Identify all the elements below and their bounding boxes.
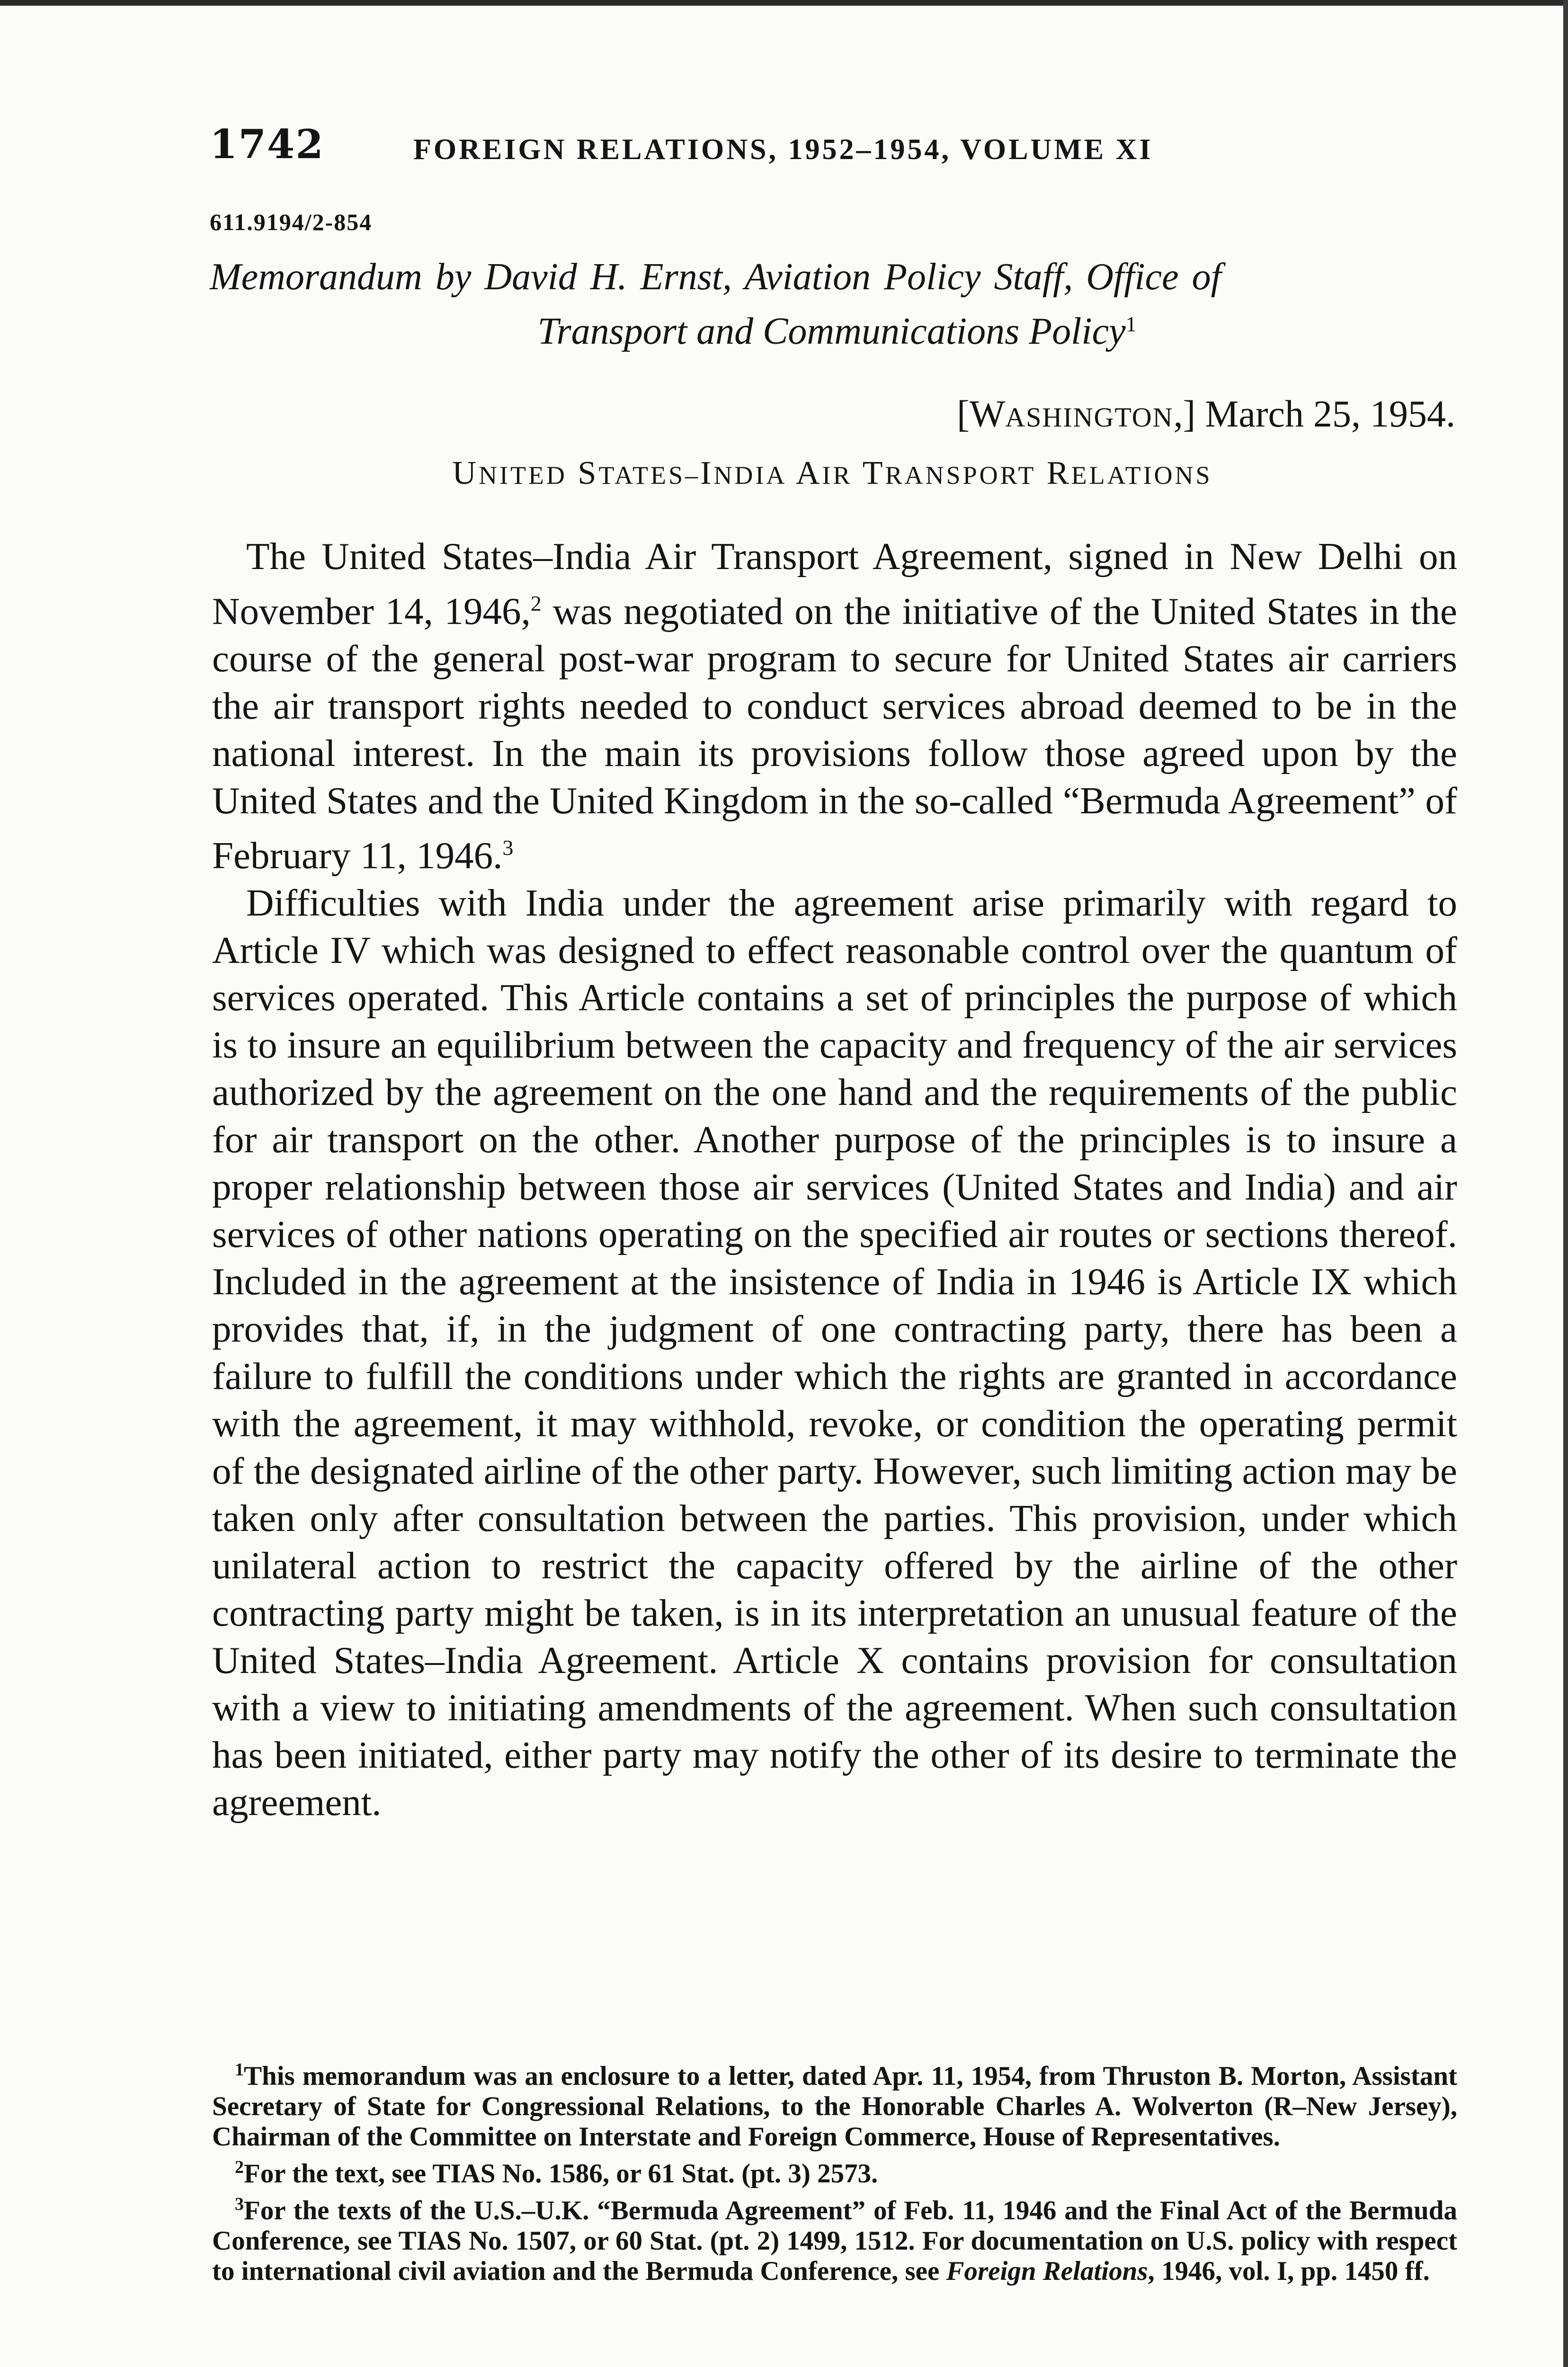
dateline xyxy=(957,393,1455,436)
document-file-number: 611.9194/2-854 xyxy=(210,209,373,235)
heading-word xyxy=(796,455,853,491)
footnotes xyxy=(212,2055,1457,2287)
footnote-text: This memorandum was an enclosure to a letter, dated Apr. 11, 1954, from Thruston B. Morton, Assistant Secretary of State for Congressional Relations, to the Honorable Charles A. Wolverton (R–New Jersey), Chairman of the Committee on Interstate and Foreign Commerce, House of Representatives. xyxy=(212,2061,1457,2152)
heading-cap: U xyxy=(452,455,479,491)
heading-cap: S xyxy=(578,455,599,491)
dateline-place-initial: W xyxy=(969,393,1006,435)
running-title: FOREIGN RELATIONS, 1952–1954, VOLUME XI xyxy=(413,133,1153,166)
heading-rest: RANSPORT xyxy=(885,461,1036,489)
memo-body xyxy=(212,533,1457,1826)
footnote-text: For the text, see TIAS No. 1586, or 61 Stat. (pt. 3) 2573. xyxy=(244,2159,878,2189)
heading-word xyxy=(863,455,1036,491)
dateline-place-rest: ASHINGTON xyxy=(1005,402,1174,433)
footnote-mark: 3 xyxy=(235,2194,244,2214)
footnote-2 xyxy=(212,2152,1457,2189)
dateline-date: March 25, 1954. xyxy=(1205,393,1455,435)
footnote-text-end: , 1946, vol. I, pp. 1450 ff. xyxy=(1148,2256,1430,2286)
footnote-mark: 2 xyxy=(235,2157,244,2177)
heading-rest: NDIA xyxy=(713,461,787,489)
scan-border-top xyxy=(0,0,1568,6)
footnote-1 xyxy=(212,2055,1457,2152)
heading-rest: NITED xyxy=(478,461,567,489)
heading-rest: IR xyxy=(822,461,853,489)
heading-word xyxy=(1047,455,1212,491)
body-paragraph-2: Difficulties with India under the agreement arise primarily with regard to Article IV which was designed to effect reasonable control over the quantum of services operated. This Article contains a set of principles the purpose of which is to insure an equilibrium between the capacity and frequency of the air services authorized by the agreement on the one hand and the requirements of the public for air transport on the other. Another purpose of the principles is to insure a proper relationship between those air services (United States and India) and air services of other nations operating on the specified air routes or sections thereof. Included in the agreement at the insistence of India in 1946 is Article IX which provides that, if, in the judgment of one contracting party, there has been a failure to fulfill the conditions under which the rights are granted in accordance with the agreement, it may withhold, revoke, or condition the operating permit of the designated airline of the other party. However, such limiting action may be taken only after consultation between the parties. This provision, under which unilateral action to restrict the capacity offered by the airline of the other contracting party might be taken, is in its interpretation an unusual feature of the United States–India Agreement. Article X contains provision for consultation with a view to initiating amendments of the agreement. When such consultation has been initiated, either party may notify the other of its desire to terminate the agreement. xyxy=(212,881,1457,1824)
memo-title-line-2 xyxy=(210,301,1455,355)
paragraph-1-text-a: The United States–India Air Transport Agreement, signed in New Delhi on November 14, 1946, xyxy=(212,535,1457,632)
memo-title xyxy=(210,253,1455,355)
page-header xyxy=(210,121,1455,173)
heading-word xyxy=(578,455,787,491)
heading-cap: R xyxy=(1046,455,1071,491)
heading-cap: A xyxy=(795,455,822,491)
heading-cap: T xyxy=(862,455,885,491)
footnote-3 xyxy=(212,2189,1457,2287)
footnote-reference-2: 2 xyxy=(530,591,542,615)
scan-border-right xyxy=(1563,0,1568,2367)
memo-title-line-1: Memorandum by David H. Ernst, Aviation Policy Staff, Office of xyxy=(210,256,1221,298)
footnote-mark: 1 xyxy=(235,2060,244,2080)
heading-rest: ELATIONS xyxy=(1071,461,1212,489)
dateline-bracket-open: [ xyxy=(957,393,970,435)
heading-rest: TATES– xyxy=(598,461,701,489)
heading-cap: I xyxy=(700,455,714,491)
paragraph-1-text-b: was negotiated on the initiative of the United States in the course of the general post-war program to secure for United States air carriers the air transport rights needed to conduct services abroad deemed to be in the national interest. In the main its provisions follow those agreed upon by the United States and the United Kingdom in the so-called “Bermuda Agreement” of February 11, 1946. xyxy=(212,590,1457,877)
section-heading xyxy=(210,454,1455,492)
dateline-bracket-close: ,] xyxy=(1173,393,1196,435)
memo-title-line-2-text: Transport and Communications Policy xyxy=(537,311,1126,352)
footnote-reference-1: 1 xyxy=(1125,312,1137,336)
footnote-italic-title: Foreign Relations xyxy=(946,2256,1148,2286)
footnote-reference-3: 3 xyxy=(502,836,514,860)
footnote-text: For the texts of the U.S.–U.K. “Bermuda Agreement” of Feb. 11, 1946 and the Final Act of the Bermuda Conference, see TIAS No. 1507, or 60 Stat. (pt. 2) 1499, 1512. For documentation on U.S. policy with respect to international civil aviation and the Bermuda Conference, see xyxy=(212,2196,1457,2286)
page-number: 1742 xyxy=(210,121,324,168)
body-paragraph-1 xyxy=(212,533,1457,879)
heading-word xyxy=(452,455,567,491)
